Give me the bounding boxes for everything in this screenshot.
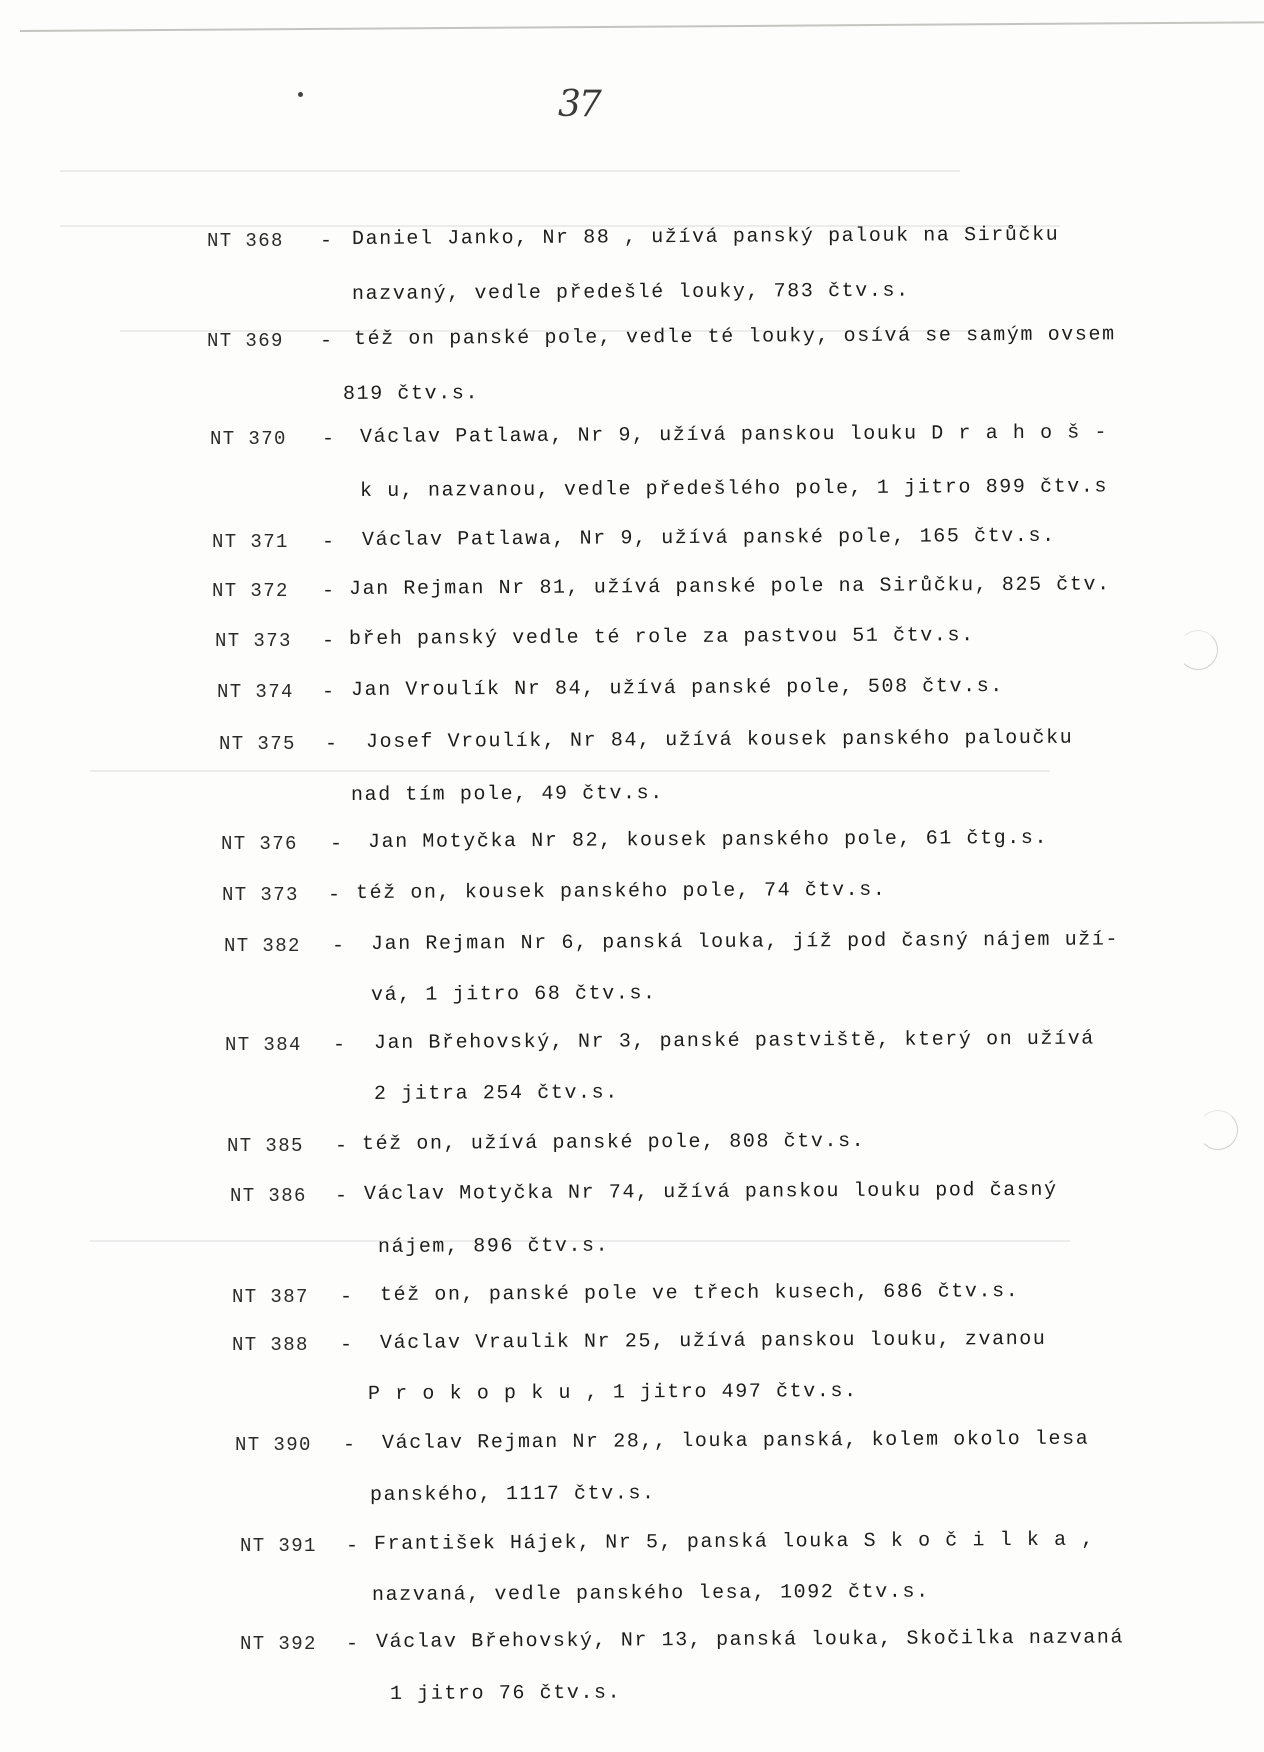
entry-text-continuation: k u, nazvanou, vedle předešlého pole, 1 jitro 899 čtv.s [359, 475, 1109, 503]
entry-text: též on, panské pole ve třech kusech, 686 čtv.s. [379, 1280, 1020, 1307]
entry-text: Jan Rejman Nr 81, užívá panské pole na Sirůčku, 825 čtv. [348, 573, 1111, 601]
entry-code: NT 372 [212, 580, 289, 602]
entry-dash: - [322, 630, 335, 653]
entry-text-continuation: 1 jitro 76 čtv.s. [389, 1681, 622, 1706]
entry-text: břeh panský vedle té role za pastvou 51 čtv.s. [348, 624, 975, 651]
entry-text-continuation: 2 jitra 254 čtv.s. [373, 1081, 619, 1106]
entry-code: NT 386 [230, 1185, 307, 1207]
entry-text: Václav Patlawa, Nr 9, užívá panské pole, 165 čtv.s. [361, 524, 1056, 552]
entry-text: Daniel Janko, Nr 88 , užívá panský palouk na Sirůčku [351, 223, 1060, 251]
entry-code: NT 375 [219, 733, 296, 755]
entry-text: Václav Patlawa, Nr 9, užívá panskou louku D r a h o š - [359, 421, 1109, 449]
entry-dash: - [335, 1185, 348, 1208]
entry-dash: - [328, 884, 341, 907]
entry-text-continuation: nad tím pole, 49 čtv.s. [350, 782, 664, 807]
entry-text: Jan Motyčka Nr 82, kousek panského pole, 61 čtg.s. [367, 826, 1049, 854]
entry-dash: - [320, 330, 333, 353]
entry-code: NT 388 [232, 1334, 309, 1356]
entry-dash: - [330, 833, 343, 856]
entry-text: Jan Rejman Nr 6, panská louka, jíž pod časný nájem uží- [370, 928, 1120, 956]
entry-code: NT 370 [210, 428, 287, 450]
entry-text: Václav Motyčka Nr 74, užívá panskou louku pod časný [363, 1178, 1058, 1206]
entry-code: NT 392 [240, 1633, 317, 1655]
entry-text: Jan Břehovský, Nr 3, panské pastviště, který on užívá [373, 1027, 1095, 1055]
entry-code: NT 385 [227, 1135, 304, 1157]
entry-text-continuation: nájem, 896 čtv.s. [377, 1234, 610, 1259]
entry-dash: - [343, 1434, 356, 1457]
entry-dash: - [322, 428, 335, 451]
entry-code: NT 373 [215, 630, 292, 652]
entry-text-continuation: nazvaný, vedle předešlé louky, 783 čtv.s. [351, 279, 910, 306]
entry-text: Jan Vroulík Nr 84, užívá panské pole, 508 čtv.s. [350, 675, 1004, 702]
entry-code: NT 374 [217, 681, 294, 703]
entry-dash: - [322, 681, 335, 704]
entry-dash: - [346, 1633, 359, 1656]
entry-text: Josef Vroulík, Nr 84, užívá kousek panského paloučku [365, 726, 1074, 754]
entry-dash: - [340, 1334, 353, 1357]
entry-dash: - [325, 733, 338, 756]
entry-code: NT 369 [207, 330, 284, 352]
entry-text-continuation: nazvaná, vedle panského lesa, 1092 čtv.s. [371, 1580, 930, 1607]
entry-text: též on panské pole, vedle té louky, osívá se samým ovsem [353, 323, 1116, 351]
entry-code: NT 387 [232, 1286, 309, 1308]
entry-code: NT 376 [221, 833, 298, 855]
entry-code: NT 391 [240, 1535, 317, 1557]
entry-text: též on, kousek panského pole, 74 čtv.s. [355, 878, 887, 905]
entry-code: NT 390 [235, 1434, 312, 1456]
page-number: 37 [558, 84, 600, 125]
entry-dash: - [333, 1034, 346, 1057]
entry-text: Václav Rejman Nr 28,, louka panská, kolem okolo lesa [381, 1427, 1090, 1455]
entry-code: NT 371 [212, 531, 289, 553]
entry-code: NT 373 [222, 884, 299, 906]
entry-dash: - [322, 531, 335, 554]
entry-dash: - [332, 935, 345, 958]
entry-dash: - [335, 1135, 348, 1158]
entry-dash: - [322, 580, 335, 603]
entry-text-continuation: panského, 1117 čtv.s. [369, 1482, 656, 1507]
entry-text-continuation: P r o k o p k u , 1 jitro 497 čtv.s. [367, 1380, 858, 1406]
entry-text: Václav Vraulik Nr 25, užívá panskou louku, zvanou [379, 1327, 1047, 1355]
entry-text: František Hájek, Nr 5, panská louka S k o č i l k a , [373, 1528, 1095, 1556]
entry-dash: - [346, 1535, 359, 1558]
entry-dash: - [340, 1286, 353, 1309]
entry-code: NT 382 [224, 935, 301, 957]
entry-code: NT 368 [207, 230, 284, 252]
entry-code: NT 384 [225, 1034, 302, 1056]
entry-text-continuation: vá, 1 jitro 68 čtv.s. [370, 982, 657, 1007]
entry-text: Václav Břehovský, Nr 13, panská louka, Skočilka nazvaná [375, 1626, 1125, 1654]
entry-dash: - [320, 230, 333, 253]
entry-text-continuation: 819 čtv.s. [342, 382, 480, 406]
entry-text: též on, užívá panské pole, 808 čtv.s. [361, 1129, 866, 1156]
